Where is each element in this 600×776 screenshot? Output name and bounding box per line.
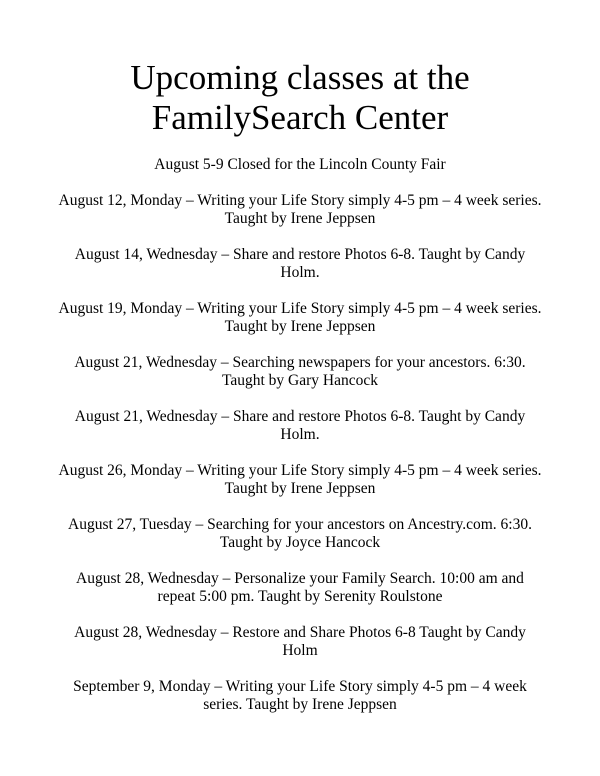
- class-item-line-1: August 19, Monday – Writing your Life Story simply 4-5 pm – 4 week series.: [58, 300, 542, 317]
- class-item-line-1: August 27, Tuesday – Searching for your ancestors on Ancestry.com. 6:30.: [68, 516, 532, 533]
- class-item-line-1: August 28, Wednesday – Restore and Share Photos 6-8 Taught by Candy: [74, 624, 526, 641]
- class-item-line-1: August 21, Wednesday – Share and restore Photos 6-8. Taught by Candy: [74, 408, 526, 425]
- class-item-line-1: August 28, Wednesday – Personalize your Family Search. 10:00 am and: [76, 570, 524, 587]
- class-item: [50, 570, 550, 606]
- title-line-2: FamilySearch Center: [151, 98, 449, 137]
- class-item: [50, 300, 550, 336]
- class-item: [50, 462, 550, 498]
- page-title: [0, 58, 600, 138]
- class-item: [50, 192, 550, 228]
- class-item-line-2: Taught by Joyce Hancock: [219, 534, 381, 551]
- class-item-line-1: August 12, Monday – Writing your Life Story simply 4-5 pm – 4 week series.: [58, 192, 542, 209]
- class-item: [50, 624, 550, 660]
- class-item-line-2: Taught by Gary Hancock: [221, 372, 378, 389]
- class-item-line-2: series. Taught by Irene Jeppsen: [203, 696, 397, 713]
- class-item-line-1: August 14, Wednesday – Share and restore Photos 6-8. Taught by Candy: [74, 246, 526, 263]
- class-item-line-1: August 26, Monday – Writing your Life Story simply 4-5 pm – 4 week series.: [58, 462, 542, 479]
- class-item: [50, 354, 550, 390]
- class-item: [50, 408, 550, 444]
- class-item-line-1: September 9, Monday – Writing your Life Story simply 4-5 pm – 4 week: [73, 678, 527, 695]
- class-list: [0, 192, 600, 714]
- class-item: [50, 246, 550, 282]
- class-item-line-2: Holm.: [280, 426, 320, 443]
- class-item-line-2: repeat 5:00 pm. Taught by Serenity Roulstone: [157, 588, 443, 605]
- class-item-line-2: Taught by Irene Jeppsen: [224, 210, 376, 227]
- closure-notice: August 5-9 Closed for the Lincoln County Fair: [154, 156, 446, 173]
- class-item-line-2: Holm.: [280, 264, 320, 281]
- class-item-line-1: August 21, Wednesday – Searching newspapers for your ancestors. 6:30.: [74, 354, 526, 371]
- class-item: [50, 678, 550, 714]
- class-item-line-2: Taught by Irene Jeppsen: [224, 480, 376, 497]
- class-item: [50, 516, 550, 552]
- class-item-line-2: Holm: [282, 642, 318, 659]
- title-line-1: Upcoming classes at the: [130, 58, 470, 97]
- class-item-line-2: Taught by Irene Jeppsen: [224, 318, 376, 335]
